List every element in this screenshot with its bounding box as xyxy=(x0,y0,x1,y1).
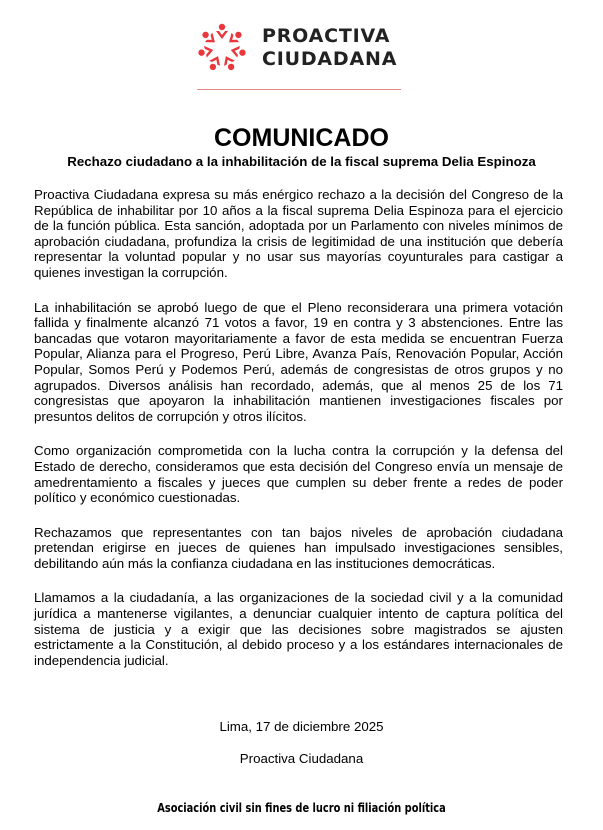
place-date: Lima, 17 de diciembre 2025 xyxy=(219,719,384,734)
organization-logo xyxy=(196,22,406,74)
document-body xyxy=(34,187,563,687)
paragraph-5: Llamamos a la ciudadanía, a las organizaciones de la sociedad civil y a la comunidad jurídica a mantenerse vigilantes, a denunciar cualquier intento de captura política del sistema de justicia y a exigir que las decisiones sobre magistrados se ajusten estrictamente a la Constitución, al debido proceso y a los estándares internacionales de independencia judicial. xyxy=(34,590,563,668)
logo-wordmark xyxy=(262,25,397,71)
signature: Proactiva Ciudadana xyxy=(239,751,364,766)
footer-tagline: Asociación civil sin fines de lucro ni filiación política xyxy=(157,801,446,815)
document-subtitle: Rechazo ciudadano a la inhabilitación de la fiscal suprema Delia Espinoza xyxy=(67,154,536,169)
logo-line-2: CIUDADANA xyxy=(262,48,398,70)
document-title: COMUNICADO xyxy=(214,124,389,152)
header-divider xyxy=(197,89,401,90)
paragraph-3: Como organización comprometida con la lucha contra la corrupción y la defensa del Estado de derecho, consideramos que esta decisión del Congreso envía un mensaje de amedrentamiento a fiscales y jueces que cumplen su deber frente a redes de poder político y económico cuestionadas. xyxy=(34,443,563,506)
paragraph-4: Rechazamos que representantes con tan bajos niveles de aprobación ciudadana pretendan erigirse en jueces de quienes han impulsado investigaciones sensibles, debilitando aún más la confianza ciudadana en las instituciones democráticas. xyxy=(34,524,563,571)
people-circle-icon xyxy=(196,22,248,74)
paragraph-1: Proactiva Ciudadana expresa su más enérgico rechazo a la decisión del Congreso de la República de inhabilitar por 10 años a la fiscal suprema Delia Espinoza para el ejercicio de la función pública. Esta sanción, adoptada por un Parlamento con niveles mínimos de aprobación ciudadana, profundiza la crisis de legitimidad de una institución que debería representar la voluntad popular y no usar sus mayorías coyunturales para castigar a quienes investigan la corrupción. xyxy=(34,187,563,280)
logo-line-1: PROACTIVA xyxy=(262,25,391,47)
paragraph-2: La inhabilitación se aprobó luego de que el Pleno reconsiderara una primera votación fallida y finalmente alcanzó 71 votos a favor, 19 en contra y 3 abstenciones. Entre las bancadas que votaron mayoritariamente a favor de esta medida se encuentran Fuerza Popular, Alianza para el Progreso, Perú Libre, Avanza País, Renovación Popular, Acción Popular, Somos Perú y Podemos Perú, además de congresistas de otros grupos y no agrupados. Diversos análisis han recordado, además, que al menos 25 de los 71 congresistas que apoyaron la inhabilitación mantienen investigaciones fiscales por presuntos delitos de corrupción y otros ilícitos. xyxy=(34,299,563,424)
